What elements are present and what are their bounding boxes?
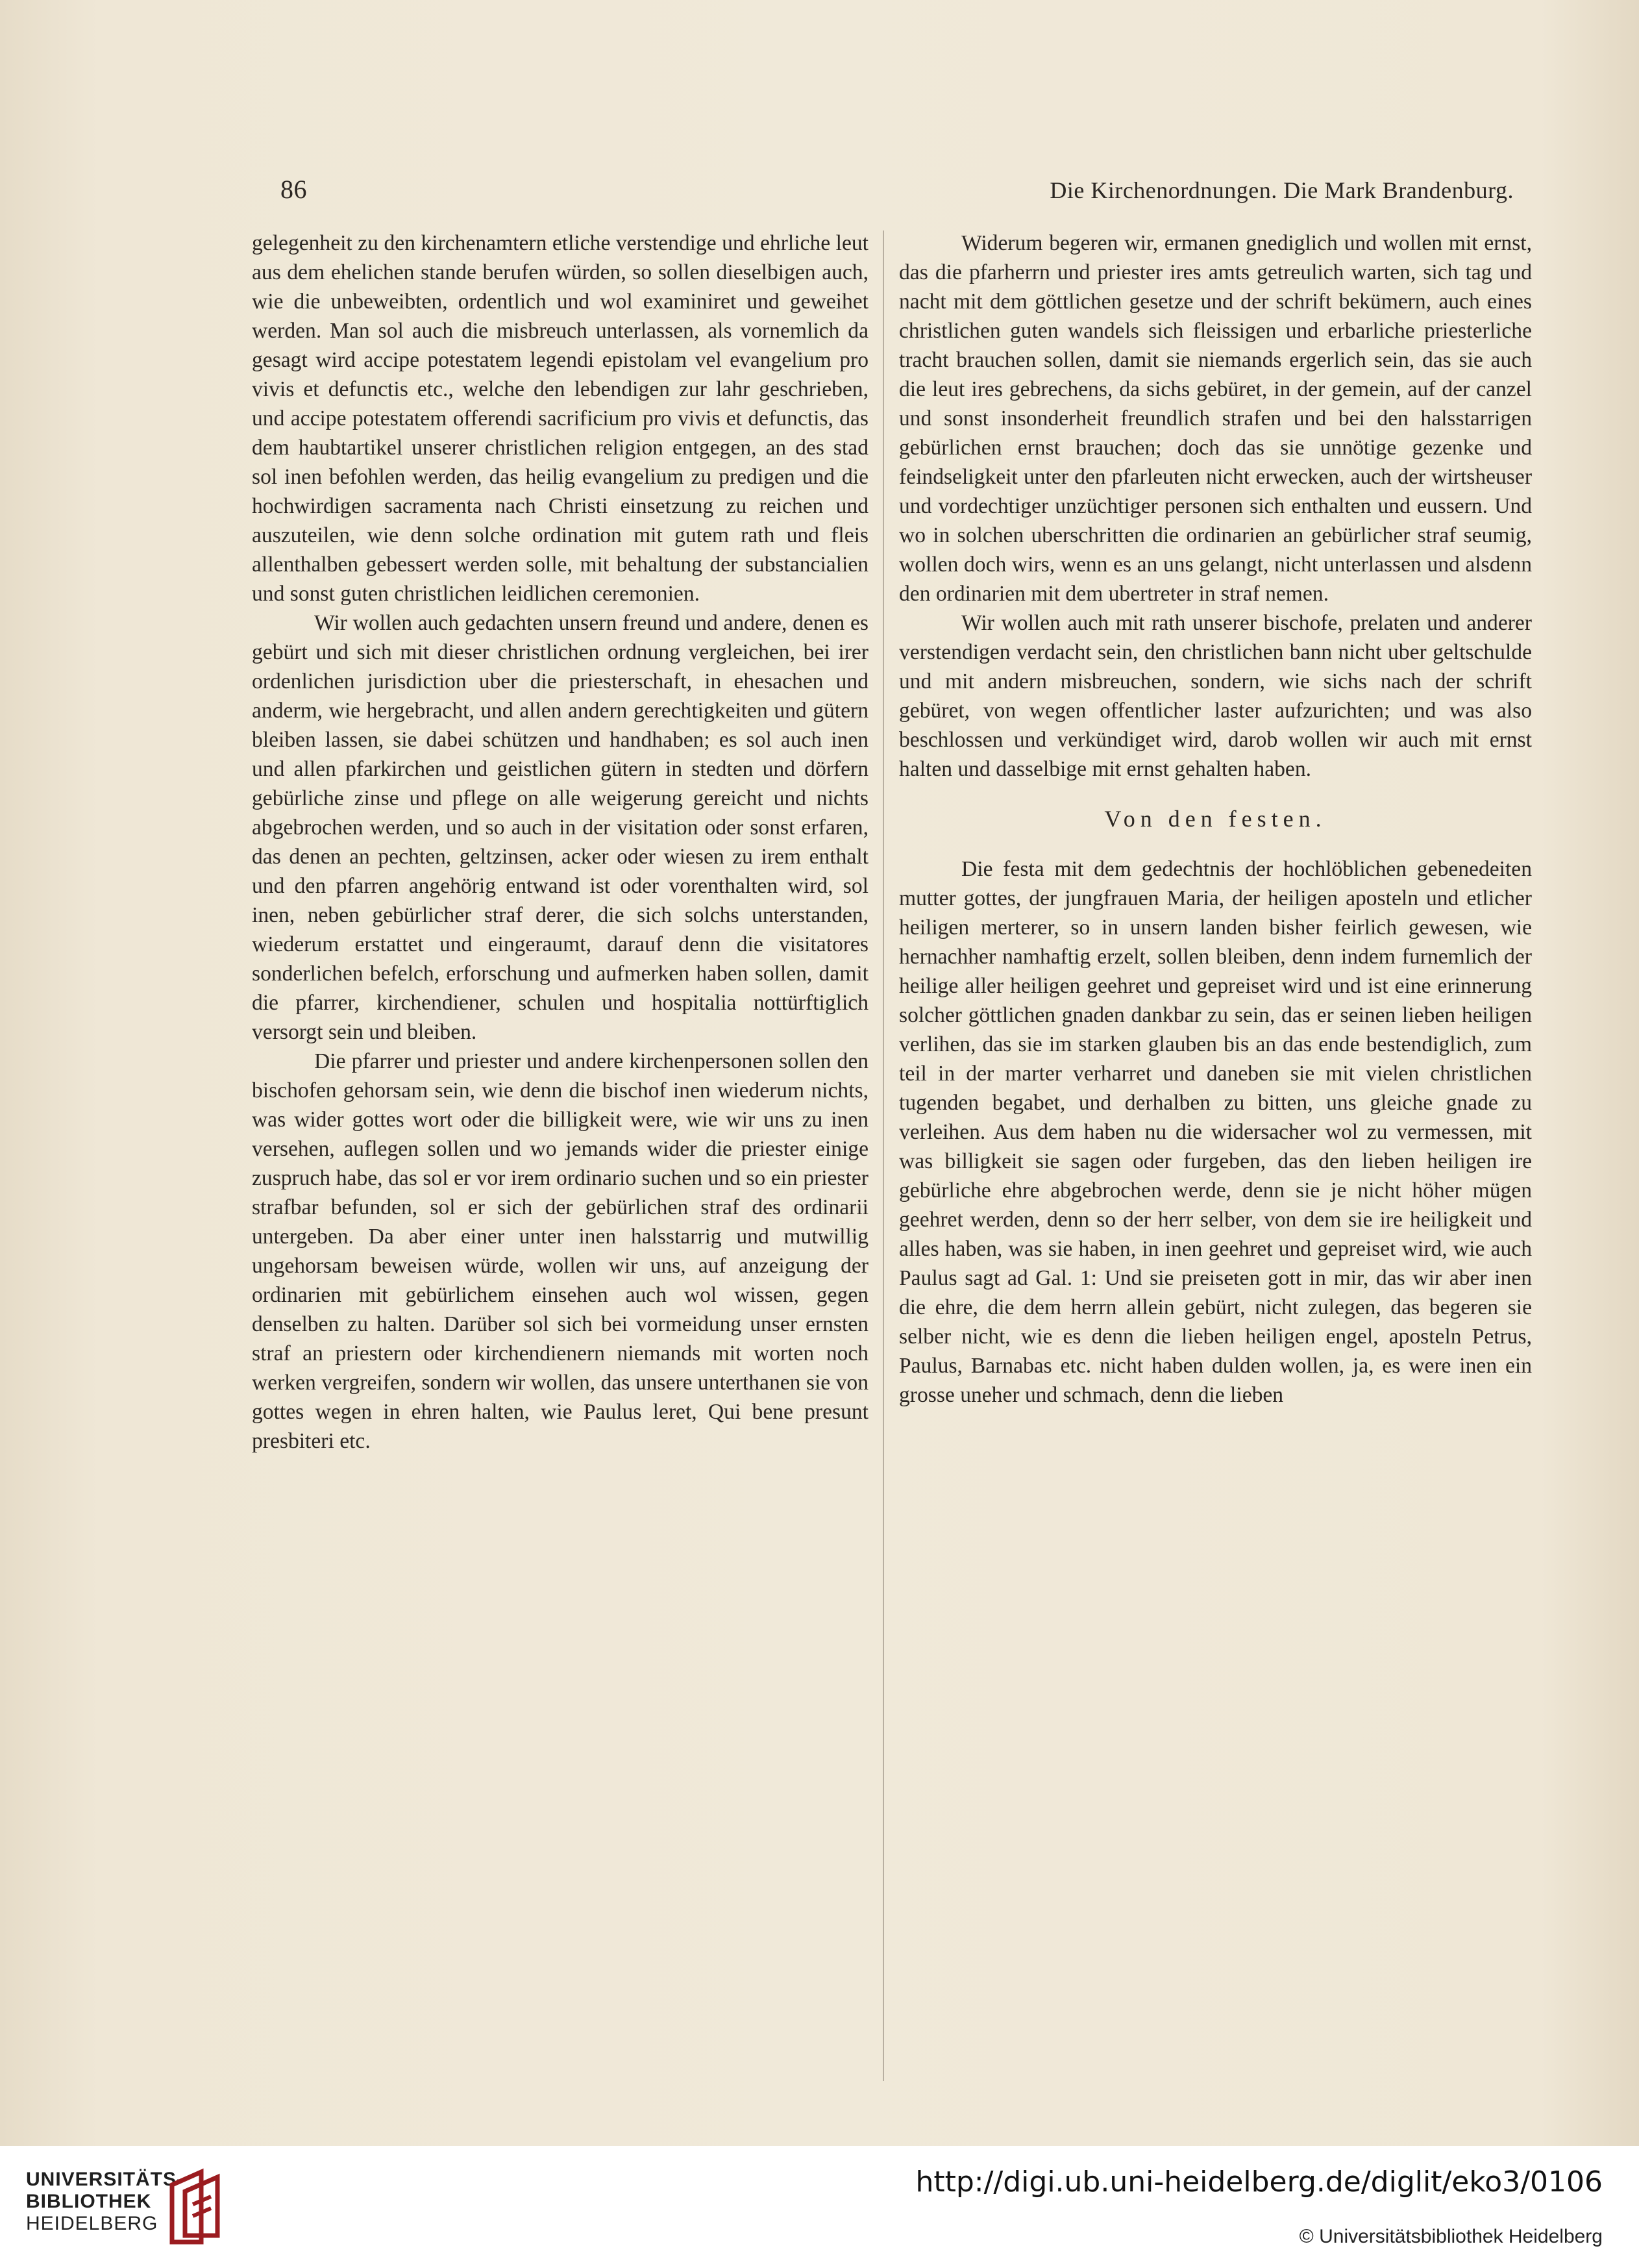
running-title: Die Kirchenordnungen. Die Mark Brandenburg.: [1050, 177, 1514, 203]
footer-bar: [0, 2146, 1639, 2268]
library-logo-icon: [166, 2165, 230, 2249]
paragraph: Die festa mit dem gedechtnis der hochlöblichen gebenedeiten mutter gottes, der jungfrauen Maria, der heiligen aposteln und etlicher heiligen merterer, so in unsern landen bisher feirlich gewesen, wie hernachher namhaftig erzelt, sollen bleiben, denn indem furnemlich der heilige aller heiligen geehret und gepreiset wird und ist eine erinnerung solcher göttlichen gnaden dankbar zu sein, das er seinen lieben heiligen verlihen, das sie im starken glauben bis an das ende bestendiglich, zum teil in der marter verharret und daneben sie mit vielen christlichen tugenden begabet, und derhalben zu bitten, uns gleiche gnade zu verleihen. Aus dem haben nu die widersacher wol zu vermessen, mit was billigkeit sie sagen oder furgeben, das den lieben heiligen ire gebürliche ehre abgebrochen werde, denn sie je nicht höher mügen geehret werden, denn so der herr selber, von dem sie ire heiligkeit und alles haben, was sie haben, in inen geehret und gepreiset wird, wie auch Paulus sagt ad Gal. 1: Und sie preiseten gott in mir, das wir aber inen die ehre, die dem herrn allein gebürt, nicht zulegen, das begeren sie selber nicht, wie es denn die lieben heiligen engel, aposteln Petrus, Paulus, Barnabas etc. nicht haben dulden wollen, ja, es were inen ein grosse uneher und schmach, denn die lieben: [899, 857, 1532, 1407]
page-header: [280, 174, 1514, 213]
column-divider: [883, 231, 884, 2081]
library-name-line1: UNIVERSITÄTS-: [26, 2169, 184, 2190]
library-name-line3: HEIDELBERG: [26, 2213, 158, 2234]
page-number: 86: [280, 175, 307, 204]
copyright-notice: © Universitätsbibliothek Heidelberg: [1299, 2226, 1603, 2247]
paragraph: Wir wollen auch gedachten unsern freund und andere, denen es gebürt und sich mit dieser christlichen ordnung vergleichen, bei irer ordenlichen jurisdiction uber die priesterschaft, in ehesachen und anderm, wie hergebracht, und allen andern gerechtigkeiten und gütern bleiben lassen, sie dabei schützen und handhaben; es sol auch inen und allen pfarkirchen und geistlichen gütern in stedten und dörfern gebürliche zinse und pflege on alle weigerung gereicht und nichts abgebrochen werden, und so auch in der visitation oder sonst erfaren, das denen an pechten, geltzinsen, acker oder wiesen zu irem enthalt und den pfarren angehörig entwand ist oder vorenthalten wird, sol inen, neben gebürlicher straf derer, die sich solchs unterstanden, wiederum erstattet und eingeraumt, darauf denn die visitatores sonderlichen befelch, erforschung und aufmerken haben sollen, damit die pfarrer, kirchendiener, schulen und hospitalia nottürftiglich versorgt sein und bleiben.: [252, 611, 869, 1044]
source-url-link[interactable]: http://digi.ub.uni-heidelberg.de/diglit/eko3/0106: [915, 2165, 1603, 2199]
paragraph: Wir wollen auch mit rath unserer bischofe, prelaten und anderer verstendigen verdacht sein, den christlichen bann nicht uber geltschulde und mit andern misbreuchen, sondern, wie sichs nach der schrift gebüret, von wegen offentlicher laster aufzurichten; und was also beschlossen und verkündiget wird, darob wollen wir auch mit ernst halten und dasselbige mit ernst gehalten haben.: [899, 611, 1532, 781]
section-heading: Von den festen.: [1104, 806, 1327, 832]
right-column: [899, 229, 1532, 1410]
library-name-line2: BIBLIOTHEK: [26, 2191, 152, 2212]
left-column: [252, 229, 869, 1456]
paragraph: gelegenheit zu den kirchenamtern etliche verstendige und ehrliche leut aus dem ehelichen stande berufen würden, so sollen dieselbigen auch, wie die unbeweibten, ordentlich und wol examiniret und geweihet werden. Man sol auch die misbreuch unterlassen, als vornemlich da gesagt wird accipe potestatem legendi epistolam vel evangelium pro vivis et defunctis etc., welche den lebendigen zur lahr geschrieben, und accipe potestatem offerendi sacrificium pro vivis et defunctis, das dem haubtartikel unserer christlichen religion entgegen, an des stad sol inen befohlen werden, das heilig evangelium zu predigen und die hochwirdigen sacramenta nach Christi einsetzung zu reichen und auszuteilen, wie denn solche ordination mit gutem rath und fleis allenthalben gebessert werden solle, mit behaltung der substancialien und sonst guten christlichen leidlichen ceremonien.: [252, 231, 869, 606]
paragraph: Widerum begeren wir, ermanen gnediglich und wollen mit ernst, das die pfarherrn und priester ires amts getreulich warten, sich tag und nacht mit dem göttlichen gesetze und der schrift bekümern, auch eines christlichen guten wandels sich fleissigen und erbarliche priesterliche tracht brauchen sollen, damit sie niemands ergerlich sein, das sie auch die leut ires gebrechens, da sichs gebüret, in der gemein, auf der canzel und sonst insonderheit freundlich strafen und bei den halsstarrigen gebürlichen ernst brauchen; doch das sie unnötige gezenke und feindseligkeit unter den pfarleuten nicht erwecken, auch der wirtsheuser und vordechtiger unzüchtiger personen sich enthalten und eussern. Und wo in solchen uberschritten die ordinarien an gebürlicher straf seumig, wollen doch wirs, wenn es an uns gelangt, nicht unterlassen und alsdenn den ordinarien mit dem ubertreter in straf nemen.: [899, 231, 1532, 606]
library-logo-text: [26, 2169, 184, 2235]
paragraph: Die pfarrer und priester und andere kirchenpersonen sollen den bischofen gehorsam sein, wie denn die bischof inen wiederum nichts, was wider gottes wort oder die billigkeit were, wie wir uns zu inen versehen, auflegen sollen und wo jemands wider die priester einige zuspruch habe, das sol er vor irem ordinario suchen und so ein priester strafbar befunden, sol er sich der gebürlichen straf des ordinarii untergeben. Da aber einer unter inen halsstarrig und mutwillig ungehorsam beweisen würde, wollen wir uns, auf anzeigung der ordinarien mit gebürlichem einsehen auch wol wissen, gegen denselben zu halten. Darüber sol sich bei vormeidung unser ernsten straf an priestern oder kirchendienern niemands mit worten noch werken vergreifen, sondern wir wollen, das unsere unterthanen sie von gottes wegen in ehren halten, wie Paulus leret, Qui bene presunt presbiteri etc.: [252, 1049, 869, 1453]
